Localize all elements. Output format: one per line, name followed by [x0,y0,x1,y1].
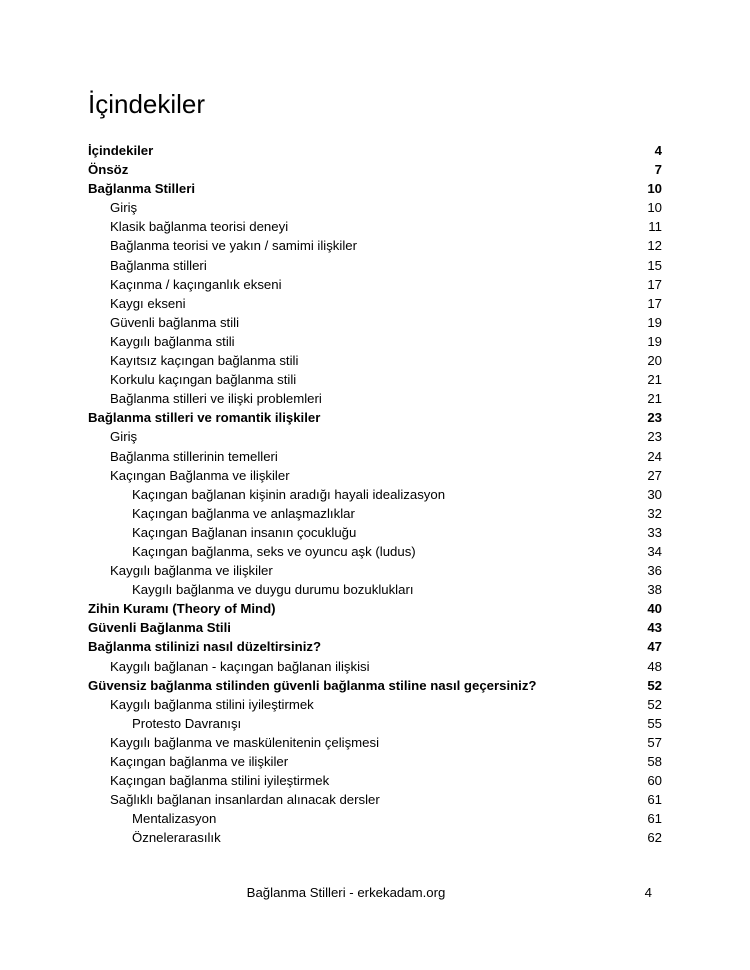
toc-entry-page-number: 19 [647,314,662,330]
toc-entry-page-number: 19 [647,333,662,349]
toc-entry[interactable] [88,370,662,389]
toc-entry-page-number: 40 [647,601,662,617]
toc-entry[interactable] [88,275,662,294]
page-title: İçindekiler [88,89,206,119]
toc-entry-page-number: 52 [647,696,662,712]
toc-entry-label: Kaygılı bağlanma ve maskülenitenin çelişmesi [110,734,380,750]
toc-entry-page-number: 23 [647,429,662,445]
toc-entry-page-number: 12 [647,238,662,254]
toc-entry-label: Kaçıngan bağlanma ve anlaşmazlıklar [132,505,355,521]
toc-entry[interactable] [88,561,662,580]
toc-entry-page-number: 32 [647,505,662,521]
toc-entry-label: Bağlanma stilleri [110,257,207,273]
toc-entry-page-number: 24 [647,448,662,464]
toc-entry[interactable] [88,236,662,255]
toc-entry-page-number: 20 [647,353,662,369]
toc-entry-page-number: 10 [647,181,662,197]
toc-entry-label: Bağlanma Stilleri [88,181,196,197]
toc-entry[interactable] [88,466,662,485]
toc-entry-page-number: 34 [647,543,662,559]
toc-entry[interactable] [88,771,662,790]
toc-entry[interactable] [88,389,662,408]
toc-entry-label: Kaçıngan bağlanan kişinin aradığı hayali idealizasyon [132,486,446,502]
toc-entry-label: Korkulu kaçıngan bağlanma stili [110,372,297,388]
toc-entry-page-number: 61 [647,792,662,808]
toc-entry-label: İçindekiler [88,143,154,158]
toc-entry-label: Bağlanma stilleri ve romantik ilişkiler [88,410,321,426]
toc-entry-page-number: 27 [647,467,662,483]
toc-entry-page-number: 47 [647,639,662,655]
toc-entry[interactable] [88,294,662,313]
toc-entry[interactable] [88,580,662,599]
toc-entry-label: Bağlanma stilinizi nasıl düzeltirsiniz? [88,639,322,655]
toc-entry-page-number: 33 [647,524,662,540]
toc-entry-label: Bağlanma stillerinin temelleri [110,448,278,464]
toc-entry[interactable] [88,408,662,427]
toc-entry[interactable] [88,657,662,676]
table-of-contents [88,141,662,847]
toc-entry-page-number: 4 [654,143,662,158]
toc-entry[interactable] [88,618,662,637]
toc-entry-label: Kaygılı bağlanma stilini iyileştirmek [110,696,314,712]
toc-entry[interactable] [88,179,662,198]
toc-entry-label: Kaygılı bağlanan - kaçıngan bağlanan ilişkisi [110,658,370,674]
toc-entry[interactable] [88,676,662,695]
toc-entry-page-number: 11 [648,219,662,235]
toc-entry-page-number: 21 [647,391,662,407]
toc-entry-label: Zihin Kuramı (Theory of Mind) [88,601,276,617]
toc-entry[interactable] [88,523,662,542]
toc-entry[interactable] [88,427,662,446]
toc-entry-page-number: 58 [647,754,662,769]
toc-entry[interactable] [88,351,662,370]
toc-entry-page-number: 36 [647,563,662,579]
toc-entry-page-number: 52 [647,677,662,693]
toc-entry-label: Kaçıngan Bağlanan insanın çocukluğu [132,524,357,540]
toc-entry-label: Bağlanma stilleri ve ilişki problemleri [110,391,322,407]
toc-entry-page-number: 21 [647,372,662,388]
toc-entry-page-number: 7 [654,162,662,178]
toc-entry[interactable] [88,485,662,504]
toc-entry-page-number: 23 [647,410,662,426]
toc-entry-page-number: 60 [647,773,662,789]
toc-entry-label: Kaygılı bağlanma stili [110,333,235,349]
toc-entry-label: Klasik bağlanma teorisi deneyi [110,219,289,235]
toc-entry[interactable] [88,733,662,752]
toc-entry-page-number: 15 [647,257,662,273]
toc-entry-page-number: 38 [647,582,662,598]
toc-entry[interactable] [88,447,662,466]
toc-entry-label: Güvensiz bağlanma stilinden güvenli bağlanma stiline nasıl geçersiniz? [88,677,537,693]
toc-entry-page-number: 57 [647,734,662,750]
toc-entry-label: Sağlıklı bağlanan insanlardan alınacak dersler [110,792,380,808]
toc-entry[interactable] [88,695,662,714]
toc-entry-label: Güvenli bağlanma stili [110,314,240,330]
toc-entry-page-number: 61 [647,811,662,827]
toc-entry-label: Kaygılı bağlanma ve duygu durumu bozuklukları [132,582,414,598]
toc-entry-page-number: 30 [647,486,662,502]
toc-entry-label: Öznelerarasılık [132,830,221,846]
toc-entry[interactable] [88,256,662,275]
toc-entry[interactable] [88,752,662,771]
toc-entry[interactable] [88,809,662,828]
toc-entry-label: Kaygı ekseni [110,295,186,311]
toc-entry-label: Bağlanma teorisi ve yakın / samimi ilişkiler [110,238,357,254]
toc-entry-page-number: 55 [647,715,662,731]
toc-entry-label: Güvenli Bağlanma Stili [88,620,231,636]
toc-entry[interactable] [88,790,662,809]
toc-entry[interactable] [88,217,662,236]
toc-entry-label: Önsöz [88,162,129,178]
toc-entry-label: Mentalizasyon [132,811,217,827]
toc-entry-page-number: 43 [647,620,662,636]
toc-entry[interactable] [88,714,662,733]
footer-text: Bağlanma Stilleri - erkekadam.org [246,885,446,900]
toc-entry[interactable] [88,313,662,332]
toc-entry[interactable] [88,828,662,847]
toc-entry[interactable] [88,160,662,179]
toc-entry-page-number: 17 [647,276,662,292]
toc-entry[interactable] [88,504,662,523]
toc-entry-label: Protesto Davranışı [132,715,242,731]
toc-entry-label: Kaygılı bağlanma ve ilişkiler [110,563,273,579]
toc-entry-label: Kaçıngan bağlanma ve ilişkiler [110,754,289,769]
toc-entry[interactable] [88,599,662,618]
toc-entry-page-number: 10 [647,200,662,216]
toc-entry[interactable] [88,198,662,217]
footer-page-number: 4 [644,885,652,900]
toc-entry-page-number: 48 [647,658,662,674]
toc-entry-label: Giriş [110,200,138,216]
toc-entry-label: Kaçıngan Bağlanma ve ilişkiler [110,467,290,483]
toc-entry[interactable] [88,332,662,351]
toc-entry[interactable] [88,637,662,656]
toc-entry-label: Giriş [110,429,138,445]
toc-entry-page-number: 62 [647,830,662,846]
toc-entry-page-number: 17 [647,295,662,311]
toc-entry[interactable] [88,542,662,561]
toc-entry-label: Kaçınma / kaçınganlık ekseni [110,276,282,292]
toc-entry-label: Kayıtsız kaçıngan bağlanma stili [110,353,299,369]
toc-entry-label: Kaçıngan bağlanma, seks ve oyuncu aşk (ludus) [132,543,416,559]
toc-entry[interactable] [88,141,662,160]
toc-entry-label: Kaçıngan bağlanma stilini iyileştirmek [110,773,330,789]
